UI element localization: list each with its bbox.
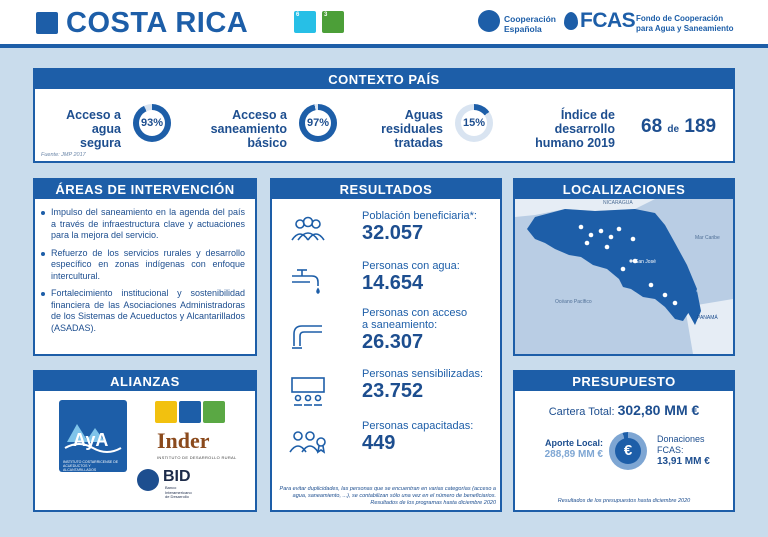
ring-value: 97% <box>305 110 331 136</box>
donaciones-fcas: Donaciones FCAS: 13,91 MM € <box>657 434 710 467</box>
resultados-note: Para evitar duplicidades, las personas que se encuentran en varias categorías (acceso a agua, saneamiento, ...), se contabilizan sólo una vez en el número de beneficiarios. Resultados de los programas hasta diciembre 2020 <box>279 486 496 506</box>
map-svg <box>515 199 733 354</box>
aya-logo-subtitle: INSTITUTO COSTARRICENSE DE ACUEDUCTOS Y ALCANTARILLADOS <box>63 460 119 472</box>
flag-icon <box>36 12 58 34</box>
areas-title: ÁREAS DE INTERVENCIÓN <box>35 180 255 199</box>
sdg-3-icon: 3 <box>322 11 344 33</box>
list-item: Fortalecimiento institucional y sostenibilidad financiera de las Asociaciones Administradoras de los Sistemas de Acueductos y Alcantarillados (ASADAS). <box>51 288 245 333</box>
aporte-local: Aporte Local: 288,89 MM € <box>544 438 603 460</box>
inder-logo-subtitle: INSTITUTO DE DESARROLLO RURAL <box>157 455 237 460</box>
idh-value: 68 de 189 <box>641 116 717 137</box>
page-title: COSTA RICA <box>66 7 249 39</box>
map-label-oceano: Océano Pacífico <box>555 299 592 305</box>
bid-globe-icon <box>137 469 159 491</box>
resultados-panel <box>270 178 502 512</box>
ctx-label-saneamiento: Acceso a saneamiento básico <box>210 108 287 150</box>
ring-agua <box>133 104 171 142</box>
res-sensibilizadas: Personas sensibilizadas: 23.752 <box>362 368 484 402</box>
res-agua: Personas con agua: 14.654 <box>362 260 460 294</box>
ctx-label-residuales: Aguas residuales tratadas <box>381 108 443 150</box>
presupuesto-title: PRESUPUESTO <box>515 372 733 391</box>
cooperacion-logo-icon <box>478 10 500 32</box>
map-label-panama: PANAMÁ <box>697 315 718 321</box>
fcas-subtitle: Fondo de Cooperación para Agua y Saneamiento <box>636 14 734 33</box>
ctx-label-idh: Índice de desarrollo humano 2019 <box>535 108 615 150</box>
header <box>0 0 768 48</box>
pipe-icon <box>288 320 328 350</box>
list-item: Refuerzo de los servicios rurales y desarrollo específico en zonas indígenas con enfoque intercultural. <box>51 247 245 281</box>
map-label-mar: Mar Caribe <box>695 235 720 241</box>
alianzas-title: ALIANZAS <box>35 372 255 391</box>
certificate-icon <box>288 426 328 456</box>
res-saneamiento: Personas con acceso a saneamiento: 26.307 <box>362 307 468 353</box>
ring-residuales <box>455 104 493 142</box>
ring-value: 93% <box>139 110 165 136</box>
costa-rica-map <box>515 199 733 354</box>
localizaciones-panel <box>513 178 735 356</box>
areas-panel <box>33 178 257 356</box>
map-label-nicaragua: NICARAGUA <box>603 200 633 206</box>
budget-ring <box>609 432 647 470</box>
areas-list <box>35 199 255 334</box>
alianzas-panel <box>33 370 257 512</box>
board-icon <box>288 376 328 406</box>
people-icon <box>288 214 328 244</box>
presupuesto-panel <box>513 370 735 512</box>
cartera-total: Cartera Total: 302,80 MM € <box>548 402 700 418</box>
fcas-logo: FCAS <box>580 9 636 32</box>
res-poblacion: Población beneficiaria*: 32.057 <box>362 210 477 244</box>
ctx-label-agua: Acceso a agua segura <box>66 108 121 150</box>
sdg-6-icon: 6 <box>294 11 316 33</box>
bid-logo-subtitle: Banco Interamericano de Desarrollo <box>165 485 192 499</box>
resultados-title: RESULTADOS <box>272 180 500 199</box>
euro-icon: € <box>615 438 641 464</box>
inder-logo-text: Inder <box>157 428 210 453</box>
ctx-source: Fuente: JMP 2017 <box>41 152 86 158</box>
aya-logo-text: AyA <box>73 430 109 450</box>
contexto-title: CONTEXTO PAÍS <box>35 70 733 89</box>
contexto-panel <box>33 68 735 163</box>
bid-logo-text: BID <box>163 468 191 485</box>
res-capacitadas: Personas capacitadas: 449 <box>362 420 474 454</box>
fcas-drop-icon <box>564 12 578 30</box>
ring-saneamiento <box>299 104 337 142</box>
localizaciones-title: LOCALIZACIONES <box>515 180 733 199</box>
faucet-icon <box>288 264 328 294</box>
presupuesto-note: Resultados de los presupuestos hasta diciembre 2020 <box>557 498 691 504</box>
map-label-capital: San José <box>635 259 656 265</box>
ring-value: 15% <box>461 110 487 136</box>
list-item: Impulso del saneamiento en la agenda del país a través de infraestructura clave y actuaciones para la mejora del servicio. <box>51 207 245 240</box>
cooperacion-label: Cooperación Española <box>504 14 556 34</box>
